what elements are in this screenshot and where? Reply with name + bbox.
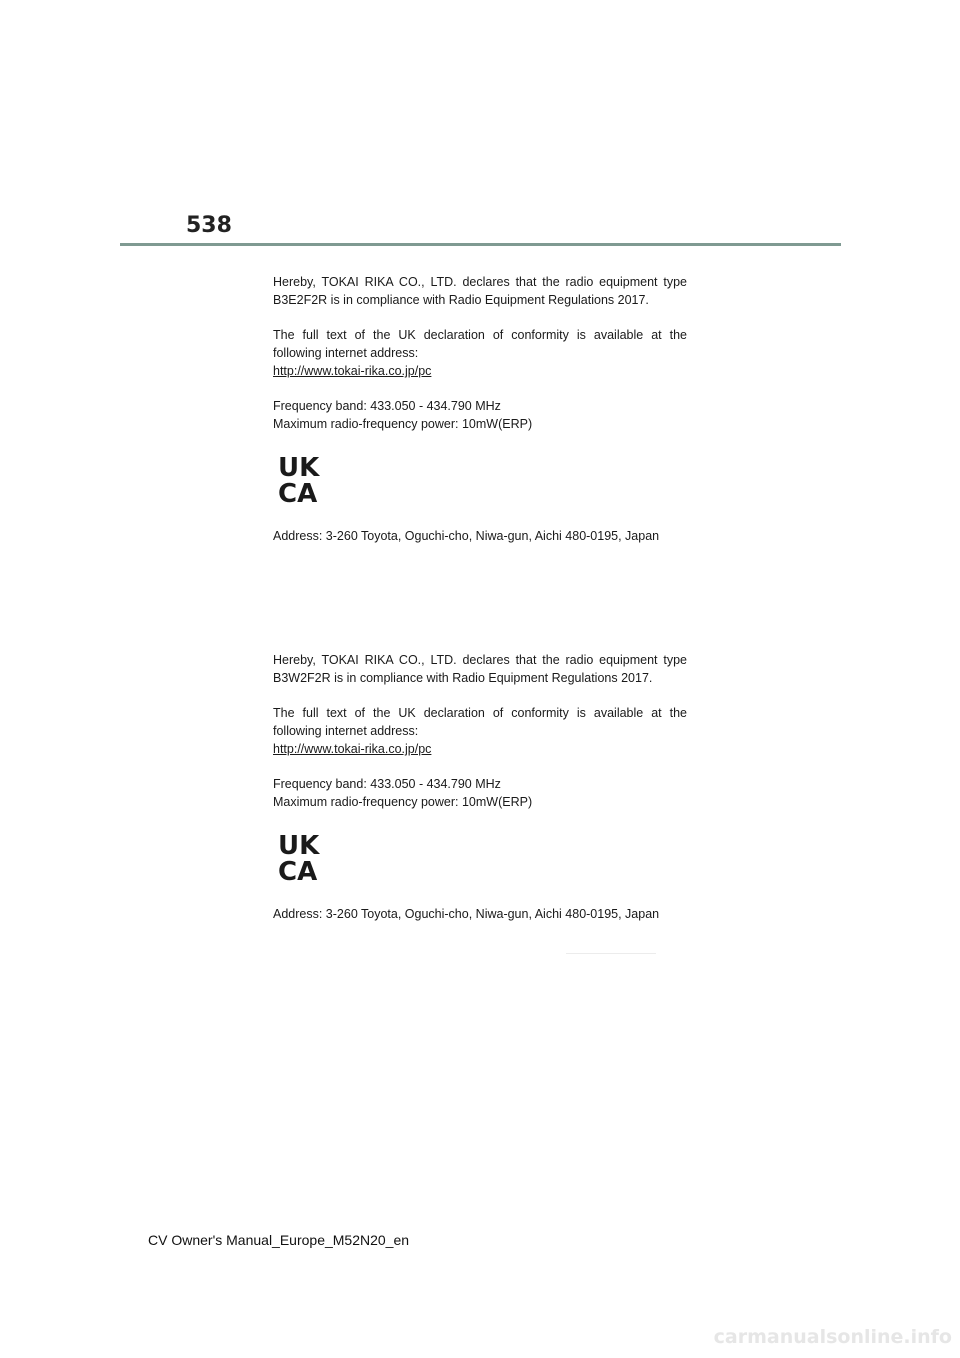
frequency-band: Frequency band: 433.050 - 434.790 MHz bbox=[273, 777, 501, 791]
declaration-block-2 bbox=[273, 651, 687, 923]
declaration-url-link[interactable]: http://www.tokai-rika.co.jp/pc bbox=[273, 364, 432, 378]
declaration-url-link[interactable]: http://www.tokai-rika.co.jp/pc bbox=[273, 742, 432, 756]
full-text-line-1: The full text of the UK declaration of conformity is available at the bbox=[273, 328, 687, 342]
declaration-line-1: Hereby, TOKAI RIKA CO., LTD. declares that the radio equipment type bbox=[273, 653, 687, 667]
manufacturer-address: Address: 3-260 Toyota, Oguchi-cho, Niwa-gun, Aichi 480-0195, Japan bbox=[273, 529, 660, 543]
full-text-line-1: The full text of the UK declaration of conformity is available at the bbox=[273, 706, 687, 720]
ukca-mark-icon bbox=[277, 831, 329, 883]
ukca-mark-top: UK bbox=[278, 453, 320, 483]
faint-divider bbox=[566, 953, 656, 954]
manual-footer: CV Owner's Manual_Europe_M52N20_en bbox=[148, 1232, 410, 1248]
ukca-mark-icon bbox=[277, 453, 329, 505]
frequency-band: Frequency band: 433.050 - 434.790 MHz bbox=[273, 399, 501, 413]
ukca-mark-bottom: CA bbox=[278, 479, 318, 505]
watermark: carmanualsonline.info bbox=[713, 1326, 952, 1348]
full-text-line-2: following internet address: bbox=[273, 346, 419, 360]
max-rf-power: Maximum radio-frequency power: 10mW(ERP) bbox=[273, 417, 533, 431]
full-text-line-2: following internet address: bbox=[273, 724, 419, 738]
ukca-mark-bottom: CA bbox=[278, 857, 318, 883]
page-number: 538 bbox=[186, 213, 232, 238]
manufacturer-address: Address: 3-260 Toyota, Oguchi-cho, Niwa-gun, Aichi 480-0195, Japan bbox=[273, 907, 660, 921]
declaration-line-2: B3E2F2R is in compliance with Radio Equipment Regulations 2017. bbox=[273, 293, 649, 307]
declaration-line-2: B3W2F2R is in compliance with Radio Equipment Regulations 2017. bbox=[273, 671, 653, 685]
header-rule bbox=[120, 243, 841, 246]
max-rf-power: Maximum radio-frequency power: 10mW(ERP) bbox=[273, 795, 533, 809]
ukca-mark-top: UK bbox=[278, 831, 320, 861]
declaration-block-1 bbox=[273, 273, 687, 545]
declaration-line-1: Hereby, TOKAI RIKA CO., LTD. declares that the radio equipment type bbox=[273, 275, 687, 289]
